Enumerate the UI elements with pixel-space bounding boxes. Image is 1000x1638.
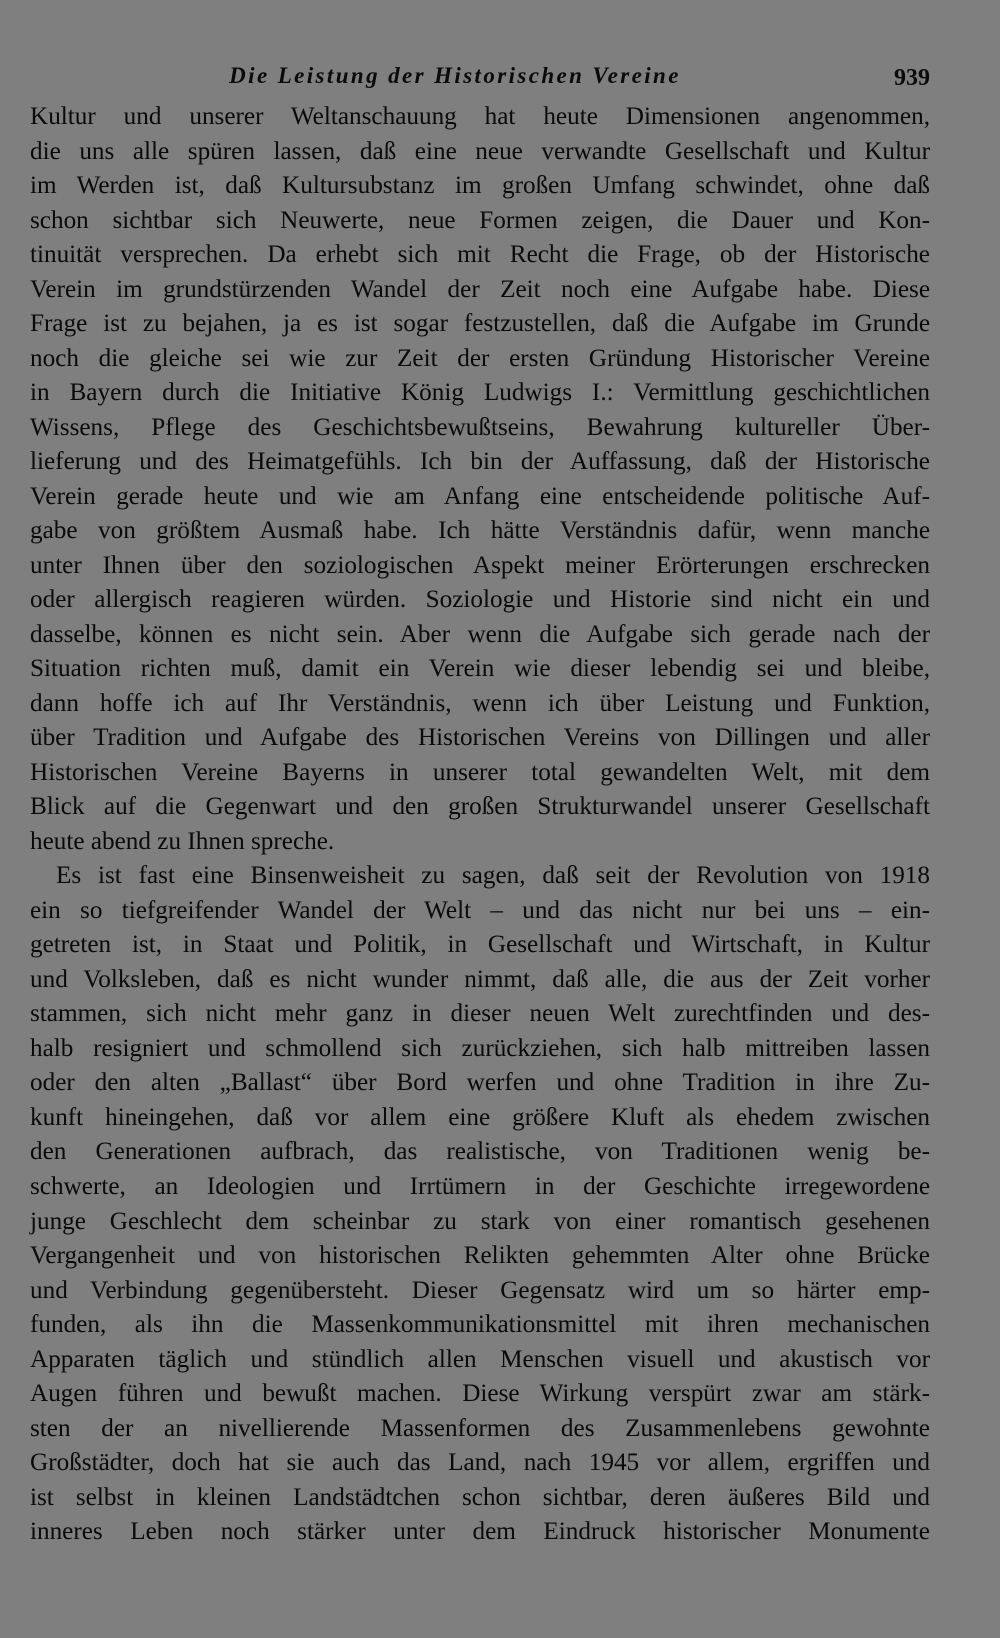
text-line: getreten ist, in Staat und Politik, in Gesellschaft und Wirtschaft, in Kultur xyxy=(30,931,930,959)
text-line: Verein gerade heute und wie am Anfang eine entscheidende politische Auf- xyxy=(30,482,930,510)
paragraph xyxy=(30,100,930,859)
text-line: junge Geschlecht dem scheinbar zu stark von einer romantisch gesehenen xyxy=(30,1207,930,1235)
page-number: 939 xyxy=(894,65,930,91)
book-page xyxy=(30,58,930,1550)
text-line: die uns alle spüren lassen, daß eine neue verwandte Gesellschaft und Kultur xyxy=(30,137,930,165)
text-line: Blick auf die Gegenwart und den großen Strukturwandel unserer Gesellschaft xyxy=(30,793,930,821)
text-line: unter Ihnen über den soziologischen Aspekt meiner Erörterungen erschrecken xyxy=(30,551,930,579)
text-line: schon sichtbar sich Neuwerte, neue Formen zeigen, die Dauer und Kon- xyxy=(30,206,930,234)
text-line: lieferung und des Heimatgefühls. Ich bin der Auffassung, daß der Historische xyxy=(30,448,930,476)
body-text xyxy=(30,100,930,1550)
text-line: Großstädter, doch hat sie auch das Land, nach 1945 vor allem, ergriffen und xyxy=(30,1449,930,1477)
text-line: dasselbe, können es nicht sein. Aber wenn die Aufgabe sich gerade nach der xyxy=(30,620,930,648)
text-line: im Werden ist, daß Kultursubstanz im großen Umfang schwindet, ohne daß xyxy=(30,172,930,200)
text-line: ein so tiefgreifender Wandel der Welt – und das nicht nur bei uns – ein- xyxy=(30,896,930,924)
text-line: noch die gleiche sei wie zur Zeit der ersten Gründung Historischer Vereine xyxy=(30,344,930,372)
text-line: gabe von größtem Ausmaß habe. Ich hätte Verständnis dafür, wenn manche xyxy=(30,517,930,545)
text-line: kunft hineingehen, daß vor allem eine größere Kluft als ehedem zwischen xyxy=(30,1103,930,1131)
text-line: und Volksleben, daß es nicht wunder nimmt, daß alle, die aus der Zeit vorher xyxy=(30,965,930,993)
text-line: oder allergisch reagieren würden. Soziologie und Historie sind nicht ein und xyxy=(30,586,930,614)
running-header xyxy=(30,58,930,100)
text-line: den Generationen aufbrach, das realistische, von Traditionen wenig be- xyxy=(30,1138,930,1166)
text-line: Es ist fast eine Binsenweisheit zu sagen, daß seit der Revolution von 1918 xyxy=(56,862,930,890)
text-line: funden, als ihn die Massenkommunikationsmittel mit ihren mechanischen xyxy=(30,1311,930,1339)
text-line: Wissens, Pflege des Geschichtsbewußtseins, Bewahrung kultureller Über- xyxy=(30,413,930,441)
text-line: heute abend zu Ihnen spreche. xyxy=(30,827,335,855)
text-line: oder den alten „Ballast“ über Bord werfen und ohne Tradition in ihre Zu- xyxy=(30,1069,930,1097)
text-line: schwerte, an Ideologien und Irrtümern in der Geschichte irregewordene xyxy=(30,1172,930,1200)
text-line: Kultur und unserer Weltanschauung hat heute Dimensionen angenommen, xyxy=(30,103,930,130)
text-line: über Tradition und Aufgabe des Historischen Vereins von Dillingen und aller xyxy=(30,724,930,752)
text-line: halb resigniert und schmollend sich zurückziehen, sich halb mittreiben lassen xyxy=(30,1034,930,1062)
text-line: ist selbst in kleinen Landstädtchen schon sichtbar, deren äußeres Bild und xyxy=(30,1483,930,1511)
text-line: Apparaten täglich und stündlich allen Menschen visuell und akustisch vor xyxy=(30,1345,930,1373)
text-line: tinuität versprechen. Da erhebt sich mit Recht die Frage, ob der Historische xyxy=(30,241,930,269)
text-line: Historischen Vereine Bayerns in unserer total gewandelten Welt, mit dem xyxy=(30,758,930,786)
text-line: Vergangenheit und von historischen Relikten gehemmten Alter ohne Brücke xyxy=(30,1242,930,1270)
text-line: inneres Leben noch stärker unter dem Eindruck historischer Monumente xyxy=(30,1518,930,1546)
text-line: dann hoffe ich auf Ihr Verständnis, wenn ich über Leistung und Funktion, xyxy=(30,689,930,717)
text-line: sten der an nivellierende Massenformen des Zusammenlebens gewohnte xyxy=(30,1414,930,1442)
text-line: Frage ist zu bejahen, ja es ist sogar festzustellen, daß die Aufgabe im Grunde xyxy=(30,310,930,338)
text-line: in Bayern durch die Initiative König Ludwigs I.: Vermittlung geschichtlichen xyxy=(30,379,930,407)
paragraph xyxy=(30,859,930,1549)
text-line: stammen, sich nicht mehr ganz in dieser neuen Welt zurechtfinden und des- xyxy=(30,1000,930,1028)
running-title: Die Leistung der Historischen Vereine xyxy=(229,63,681,88)
text-line: Verein im grundstürzenden Wandel der Zeit noch eine Aufgabe habe. Diese xyxy=(30,275,930,303)
text-line: Situation richten muß, damit ein Verein wie dieser lebendig sei und bleibe, xyxy=(30,655,930,683)
text-line: und Verbindung gegenübersteht. Dieser Gegensatz wird um so härter emp- xyxy=(30,1276,930,1304)
text-line: Augen führen und bewußt machen. Diese Wirkung verspürt zwar am stärk- xyxy=(30,1380,930,1408)
